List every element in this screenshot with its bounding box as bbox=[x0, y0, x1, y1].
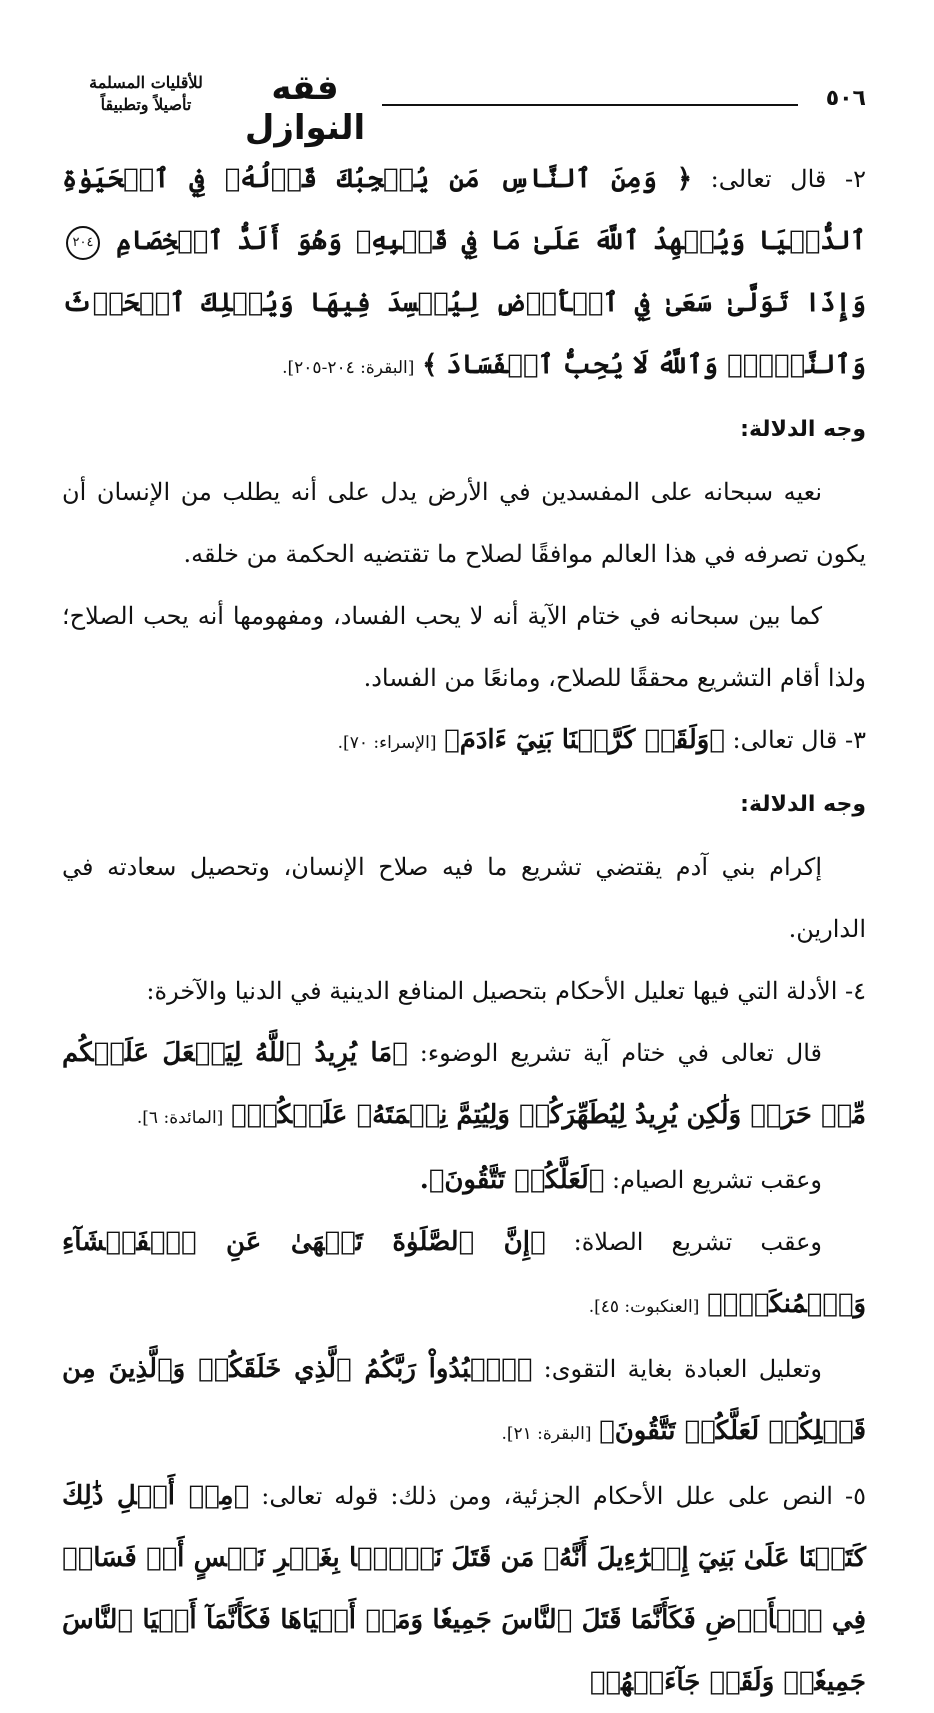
evidence-intro: ٥- النص على علل الأحكام الجزئية، ومن ذلك: قوله تعالى: bbox=[249, 1482, 866, 1510]
evidence-3 bbox=[62, 709, 866, 774]
evidence-worship bbox=[62, 1338, 866, 1465]
verse-reference: [الإسراء: ٧٠]. bbox=[337, 733, 437, 753]
book-subtitle-line2: تأصيلاً وتطبيقاً bbox=[100, 95, 192, 114]
paragraph: نعيه سبحانه على المفسدين في الأرض يدل على أنه يطلب من الإنسان أن يكون تصرفه في هذا العالم موافقًا لصلاح ما تقتضيه الحكمة من خلقه. bbox=[62, 478, 866, 568]
evidence-2 bbox=[62, 148, 866, 399]
book-title: فقه النوازل bbox=[244, 68, 366, 148]
header-rule bbox=[382, 104, 798, 106]
evidence-intro: ٢- قال تعالى: bbox=[692, 165, 866, 193]
verse-reference: [العنكبوت: ٤٥]. bbox=[588, 1297, 700, 1317]
paragraph: كما بين سبحانه في ختام الآية أنه لا يحب الفساد، ومفهومها أنه يحب الصلاح؛ ولذا أقام التشريع محققًا للصلاح، ومانعًا من الفساد. bbox=[62, 602, 866, 692]
verse-reference: [البقرة: ٢١]. bbox=[501, 1424, 592, 1444]
quran-verse: ﴿ٱعۡبُدُواْ رَبَّكُمُ ٱلَّذِي خَلَقَكُمۡ وَٱلَّذِينَ مِن قَبۡلِكُمۡ لَعَلَّكُمۡ تَتَّقُونَ﴾ bbox=[62, 1354, 866, 1446]
verse-reference: [البقرة: ٢٠٤-٢٠٥]. bbox=[282, 358, 415, 378]
page-number: ٥٠٦ bbox=[825, 86, 866, 111]
quran-verse: ﴿وَلَقَدۡ كَرَّمۡنَا بَنِيٓ ءَادَمَ﴾ bbox=[444, 725, 725, 755]
section-heading: وجه الدلالة: bbox=[740, 792, 866, 817]
book-subtitle bbox=[62, 72, 230, 116]
quran-verse-continued: وَإِذَا تَوَلَّىٰ سَعَىٰ فِي ٱلۡأَرۡضِ لِيُفۡسِدَ فِيهَا وَيُهۡلِكَ ٱلۡحَرۡثَ وَٱلنَّسۡلَۚ وَٱللَّهُ لَا يُحِبُّ ٱلۡفَسَادَ ﴾ bbox=[62, 288, 866, 380]
evidence-4-heading: ٤- الأدلة التي فيها تعليل الأحكام بتحصيل المنافع الدينية في الدنيا والآخرة: bbox=[146, 977, 866, 1005]
page-header bbox=[62, 60, 866, 148]
ayah-number-marker: ٢٠٤ bbox=[66, 226, 100, 260]
evidence-fasting bbox=[62, 1149, 866, 1211]
evidence-intro: ٣- قال تعالى: bbox=[724, 726, 866, 754]
quran-verse: ﴿لَعَلَّكُمۡ تَتَّقُونَ﴾. bbox=[419, 1165, 605, 1195]
quran-verse: ﴿مِنۡ أَجۡلِ ذَٰلِكَ كَتَبۡنَا عَلَىٰ بَنِيٓ إِسۡرَٰٓءِيلَ أَنَّهُۥ مَن قَتَلَ نَفۡسَۢا بِغَيۡرِ نَفۡسٍ أَوۡ فَسَادٖ فِي ٱلۡأَرۡضِ فَكَأَنَّمَا قَتَلَ ٱلنَّاسَ جَمِيعٗا وَمَنۡ أَحۡيَاهَا فَكَأَنَّمَآ أَحۡيَا ٱلنَّاسَ جَمِيعٗاۚ وَلَقَدۡ جَآءَتۡهُمۡ bbox=[62, 1481, 866, 1697]
evidence-intro: وعقب تشريع الصيام: bbox=[604, 1166, 822, 1194]
evidence-wudu bbox=[62, 1022, 866, 1149]
book-subtitle-line1: للأقليات المسلمة bbox=[89, 73, 203, 92]
paragraph: إكرام بني آدم يقتضي تشريع ما فيه صلاح الإنسان، وتحصيل سعادته في الدارين. bbox=[62, 853, 866, 943]
quran-verse: ﴿ وَمِنَ ٱلنَّاسِ مَن يُعۡجِبُكَ قَوۡلُهُۥ فِي ٱلۡحَيَوٰةِ ٱلدُّنۡيَا وَيُشۡهِدُ ٱللَّهَ عَلَىٰ مَا فِي قَلۡبِهِۦ وَهُوَ أَلَدُّ ٱلۡخِصَامِ bbox=[62, 164, 867, 256]
evidence-intro: قال تعالى في ختام آية تشريع الوضوء: bbox=[407, 1039, 823, 1067]
verse-reference: [المائدة: ٦]. bbox=[136, 1108, 224, 1128]
evidence-5 bbox=[62, 1465, 866, 1713]
section-heading: وجه الدلالة: bbox=[740, 417, 866, 442]
quran-verse: ﴿مَا يُرِيدُ ٱللَّهُ لِيَجۡعَلَ عَلَيۡكُم مِّنۡ حَرَجٖ وَلَٰكِن يُرِيدُ لِيُطَهِّرَكُمۡ وَلِيُتِمَّ نِعۡمَتَهُۥ عَلَيۡكُمۡ﴾ bbox=[62, 1038, 866, 1130]
evidence-intro: وتعليل العبادة بغاية التقوى: bbox=[532, 1355, 822, 1383]
page-content bbox=[62, 148, 866, 1713]
quran-verse: ﴿إِنَّ ٱلصَّلَوٰةَ تَنۡهَىٰ عَنِ ٱلۡفَحۡشَآءِ وَٱلۡمُنكَرِۗ﴾ bbox=[62, 1227, 866, 1319]
evidence-intro: وعقب تشريع الصلاة: bbox=[545, 1228, 822, 1256]
evidence-prayer bbox=[62, 1211, 866, 1338]
